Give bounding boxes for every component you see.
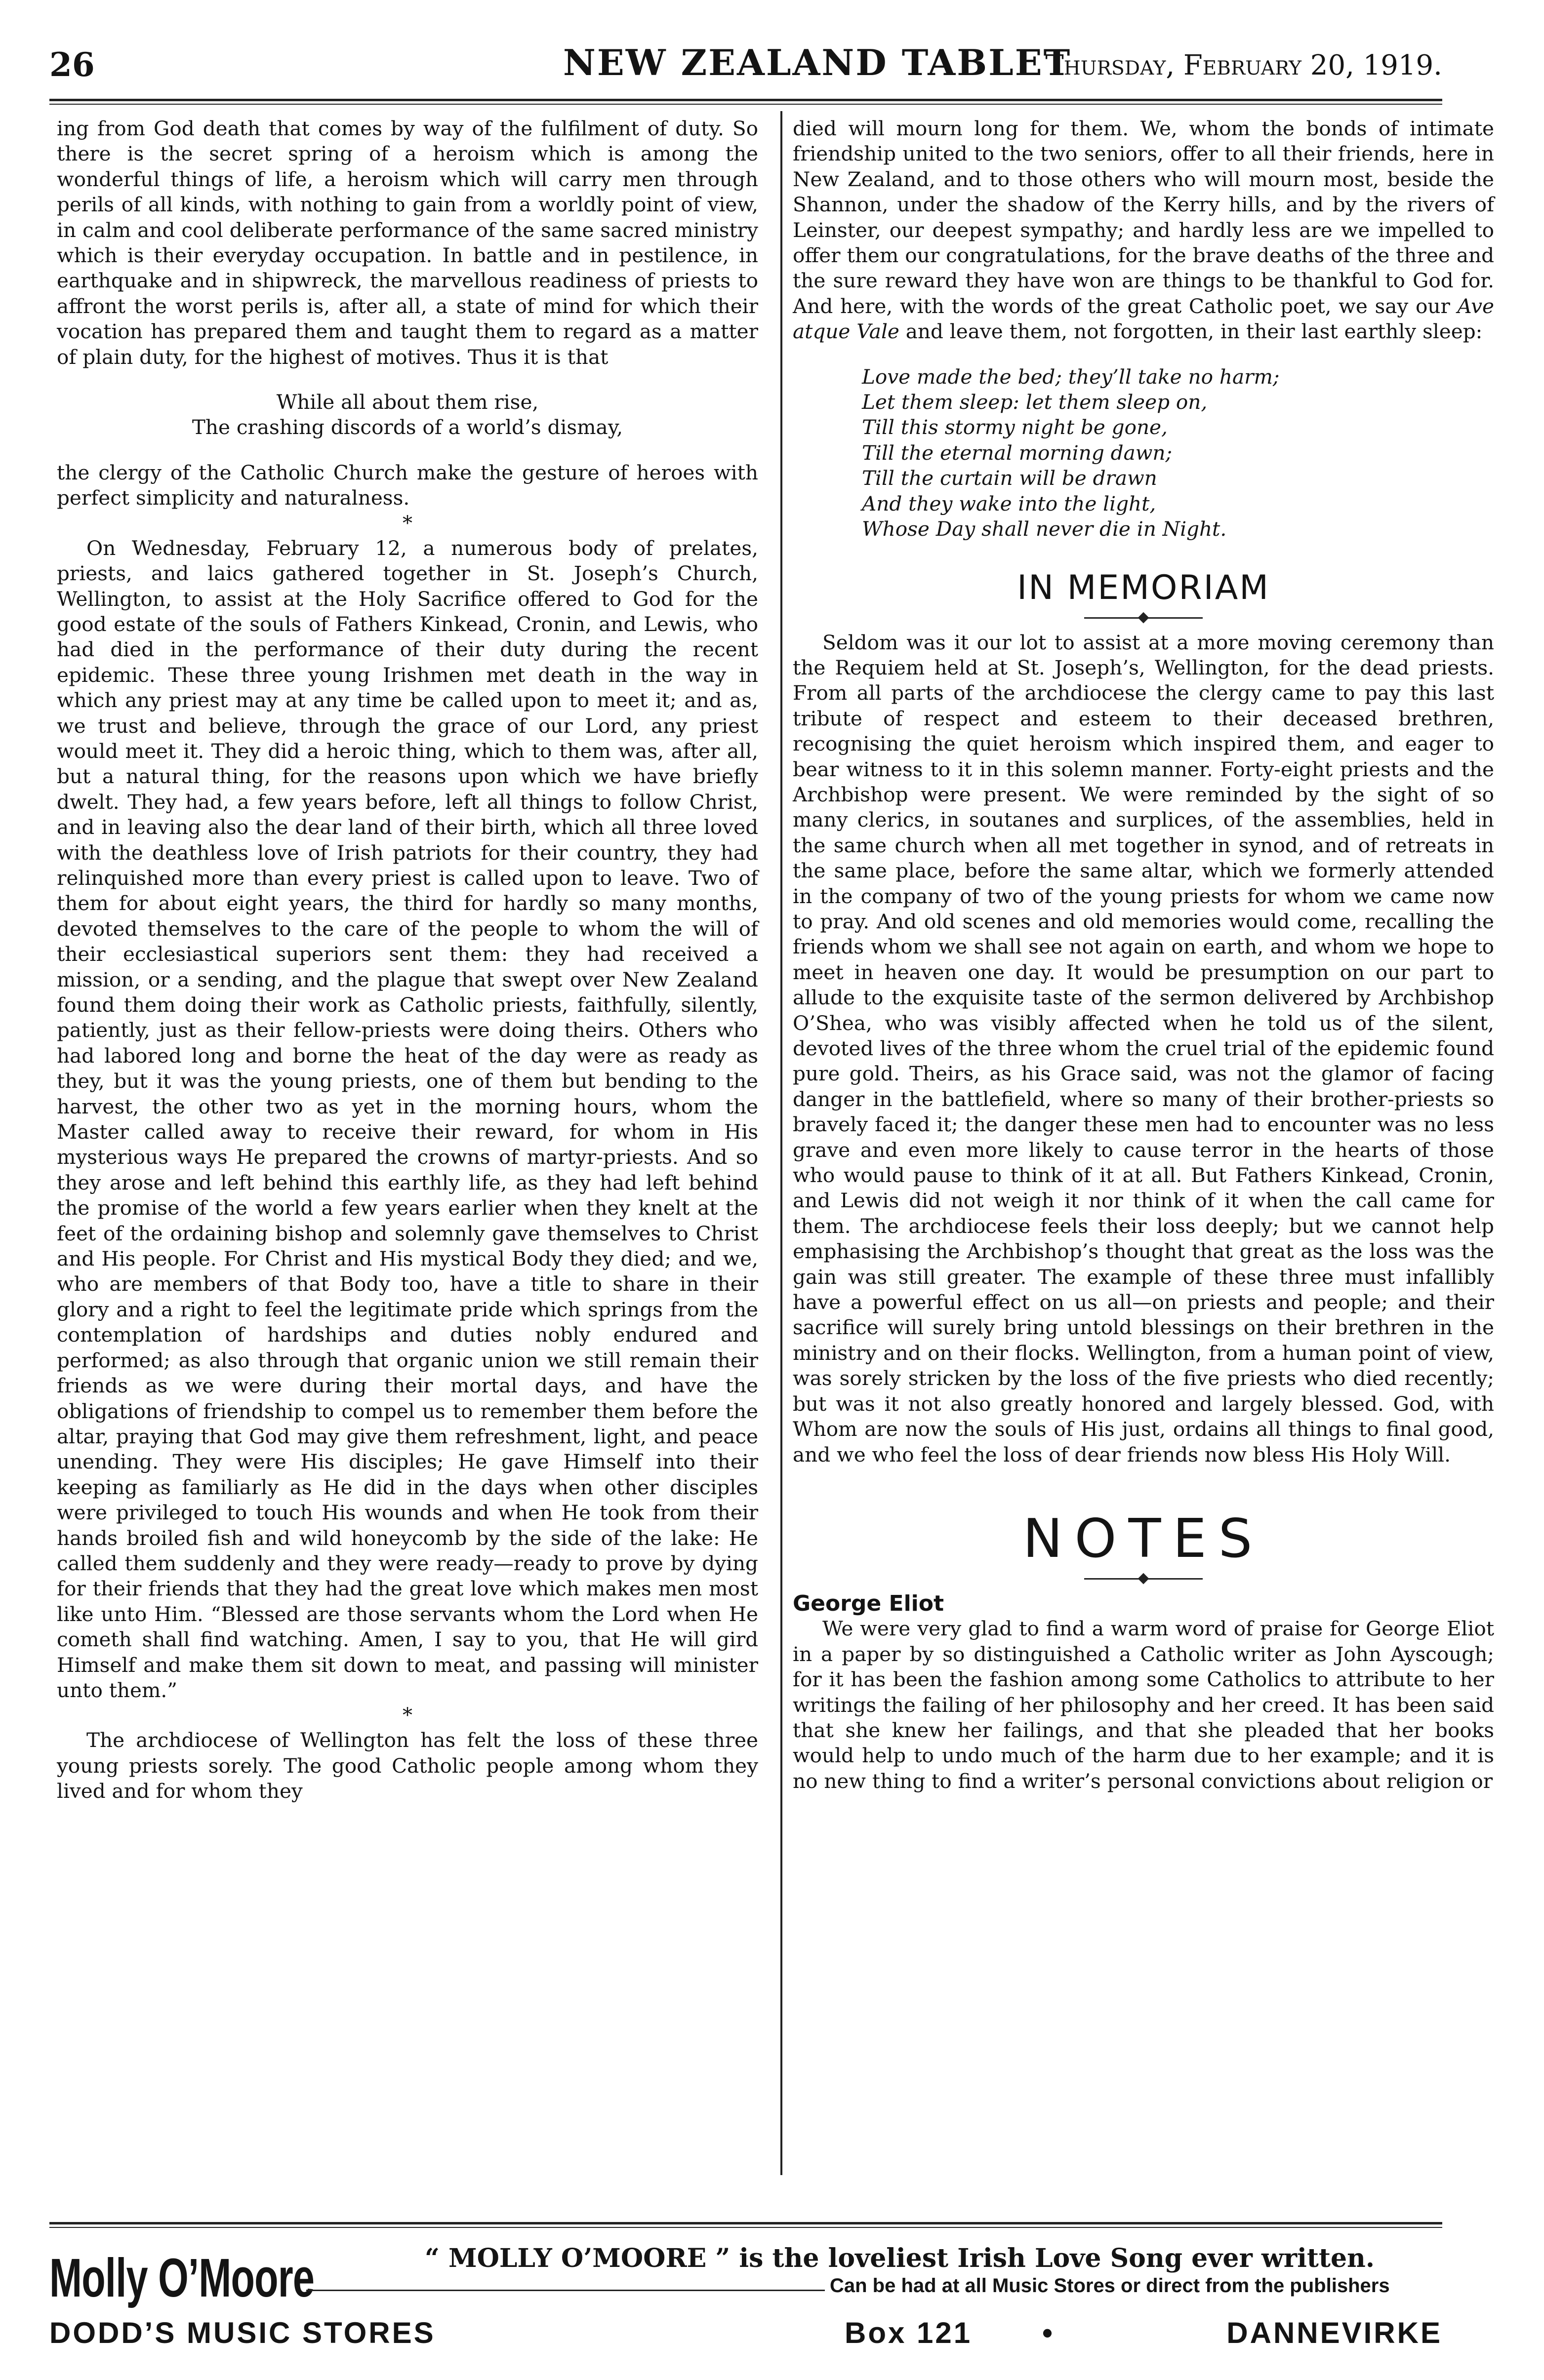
verse-line-1: While all about them rise,: [276, 390, 539, 414]
left-paragraph-2: the clergy of the Catholic Church make the gesture of heroes with perfect simplicity and naturalness.: [57, 460, 758, 510]
left-paragraph-1: ing from God death that comes by way of the fulfilment of duty. So there is the secret spring of a heroism which is among the wonderful things of life, a heroism which will carry men through perils of all kinds, with nothing to gain from a worldly point of view, in calm and cool deliberate performance of the same sacred ministry which is their everyday occupation. In battle and in pestilence, in earthquake and in shipwreck, the marvellous readiness of priests to affront the worst perils is, after all, a state of mind for which their vocation has prepared them and taught them to regard as a matter of plain duty, for the highest of motives. Thus it is that: [57, 117, 758, 369]
ad-box: Box 121: [845, 2316, 973, 2349]
poem: [793, 364, 1494, 542]
ad-underline: [306, 2290, 825, 2291]
advertisement: [49, 2234, 1442, 2368]
poem-line: Till the eternal morning dawn;: [862, 440, 1173, 465]
verse-line-2: The crashing discords of a world’s dismay,: [192, 415, 623, 439]
footer-rule-thin: [49, 2227, 1442, 2228]
ad-slogan: “ MOLLY O’MOORE ” is the loveliest Irish Love Song ever written.: [425, 2243, 1375, 2273]
section-star-1: *: [403, 512, 412, 535]
poem-line: Whose Day shall never die in Night.: [862, 517, 1227, 541]
notes-subheading: George Eliot: [793, 1590, 944, 1616]
notes-text: We were very glad to find a warm word of praise for George Eliot in a paper by so distinguished a Catholic writer as John Ayscough; for it has been the fashion among some Catholics to attribute to her writings the failing of her philosophy and her creed. It has been said that she knew her failings, and that she pleaded that her books would help to undo much of the harm due to her example; and it is no new thing to find a writer’s personal convictions about religion or: [793, 1617, 1494, 1793]
ad-store: DODD’S MUSIC STORES: [49, 2316, 436, 2349]
ave-vale: Ave atque Vale: [793, 294, 1495, 344]
ornament-divider: [1084, 1571, 1203, 1586]
ornament-divider: [1084, 610, 1203, 625]
left-column: [57, 116, 758, 1804]
section-star-2: *: [403, 1704, 412, 1727]
in-memoriam-text: Seldom was it our lot to assist at a more moving ceremony than the Requiem held at St. Joseph’s, Wellington, for the dead priests. From all parts of the archdiocese the clergy came to pay this last tribute of respect and esteem to their deceased brethren, recognising the quiet heroism which inspired them, and eager to bear witness to it in this solemn manner. Forty-eight priests and the Archbishop were present. We were reminded by the sight of so many clerics, in soutanes and surplices, of the assemblies, held in the same church when all met together in synod, and of retreats in the same place, before the same altar, which we formerly attended in the company of two of the young priests for whom we came now to pray. And old scenes and old memories would come, recalling the friends whom we shall see not again on earth, and whom we hope to meet in heaven one day. It would be presumption on our part to allude to the exquisite taste of the sermon delivered by Archbishop O’Shea, who was visibly affected when he told us of the silent, devoted lives of the three whom the cruel trial of the epidemic found pure gold. Theirs, as his Grace said, was not the glamor of facing danger in the battlefield, where so many of their brother-priests so bravely faced it; the danger these men had to encounter was no less grave and even more likely to cause terror in the hearts of those who would pause to think of it at all. But Fathers Kinkead, Cronin, and Lewis did not weigh it nor think of it when the call came for them. The archdiocese feels their loss deeply; but we cannot help emphasising the Archbishop’s thought that great as the loss was the gain was still greater. The example of these three must infallibly have a powerful effect on us all—on priests and people; and their sacrifice will surely bring untold blessings on their brethren in the ministry and on their flocks. Wellington, from a human point of view, was sorely stricken by the loss of the five priests who died recently; but was it not also greatly honored and largely blessed. God, with Whom are now the souls of His just, ordains all things to final good, and we who feel the loss of dear friends now bless His Holy Will.: [793, 630, 1494, 1467]
column-divider: [780, 111, 782, 2175]
ad-song-name: Molly O’Moore: [49, 2248, 315, 2308]
header-rule: [49, 99, 1442, 101]
notes-heading: NOTES: [1022, 1507, 1264, 1570]
left-paragraph-4: The archdiocese of Wellington has felt the loss of these three young priests sorely. The good Catholic people among whom they lived and for whom they: [57, 1728, 758, 1803]
poem-line: Till the curtain will be drawn: [862, 466, 1157, 490]
in-memoriam-heading: IN MEMORIAM: [1017, 568, 1270, 607]
page-number: 26: [49, 45, 95, 84]
issue-date: Thursday, February 20, 1919.: [1045, 49, 1442, 81]
publication-title: NEW ZEALAND TABLET: [563, 41, 1072, 83]
poem-line: Till this stormy night be gone,: [862, 415, 1168, 439]
poem-line: And they wake into the light,: [862, 491, 1156, 516]
footer-rule: [49, 2222, 1442, 2224]
right-column: [793, 116, 1494, 1794]
left-paragraph-3: On Wednesday, February 12, a numerous body of prelates, priests, and laics gathered together in St. Joseph’s Church, Wellington, to assist at the Holy Sacrifice offered to God for the good estate of the souls of Fathers Kinkead, Cronin, and Lewis, who had died in the performance of their duty during the recent epidemic. These three young Irishmen met death in the way in which any priest may at any time be called upon to meet it; and as, we trust and believe, through the grace of our Lord, any priest would meet it. They did a heroic thing, which to them was, after all, but a natural thing, for the reasons upon which we have briefly dwelt. They had, a few years before, left all things to follow Christ, and in leaving also the dear land of their birth, which all three loved with the deathless love of Irish patriots for their country, they had relinquished more than every priest is called upon to leave. Two of them for about eight years, the third for hardly so many months, devoted themselves to the care of the people to whom the will of their ecclesiastical superiors sent them: they had received a mission, or a sending, and the plague that swept over New Zealand found them doing their work as Catholic priests, faithfully, silently, patiently, just as their fellow-priests were doing theirs. Others who had labored long and borne the heat of the day were as ready as they, but it was the young priests, one of them but bending to the harvest, the other two as yet in the morning hours, whom the Master called away to receive their reward, for whom in His mysterious ways He prepared the crowns of martyr-priests. And so they arose and left behind this earthly life, as they had left behind the promise of the world a few years earlier when they knelt at the feet of the ordaining bishop and solemnly gave themselves to Christ and His people. For Christ and His mystical Body they died; and we, who are members of that Body too, have a title to share in their glory and a right to feel the legitimate pride which springs from the contemplation of hardships and duties nobly endured and performed; as also through that organic union we still remain their friends as we were during their mortal days, and have the obligations of friendship to compel us to remember them before the altar, praying that God may give them refreshment, light, and peace unending. They were His disciples; He gave Himself into their keeping as familiarly as He did in the days when other disciples were privileged to touch His wounds and when He took from their hands broiled fish and wild honeycomb by the side of the lake: He called them suddenly and they were ready—ready to prove by dying for their friends that they had the great love which makes men most like unto Him. “Blessed are those servants whom the Lord when He cometh shall find watching. Amen, I say to you, that He will gird Himself and make them sit down to meat, and passing will minister unto them.”: [57, 536, 758, 1702]
poem-line: Let them sleep: let them sleep on,: [862, 390, 1208, 414]
right-paragraph-1-text: died will mourn long for them. We, whom the bonds of intimate friendship united to the two seniors, offer to all their friends, here in New Zealand, and to those others who will mourn most, beside the Shannon, under the shadow of the Kerry hills, and by the rivers of Leinster, our deepest sympathy; and hardly less are we impelled to offer them our congratulations, for the brave deaths of the three and the sure reward they have won are things to be thankful to God for. And here, with the words of the great Catholic poet, we say our: [793, 117, 1494, 318]
page-header: [49, 35, 1442, 94]
poem-line: Love made the bed; they’ll take no harm;: [862, 364, 1280, 389]
right-paragraph-1-end: and leave them, not forgotten, in their last earthly sleep:: [905, 319, 1483, 344]
ad-separator: •: [1042, 2316, 1055, 2349]
ad-town: DANNEVIRKE: [1226, 2316, 1442, 2349]
right-paragraph-1: [793, 116, 1494, 345]
header-rule-thin: [49, 104, 1442, 105]
ad-availability: Can be had at all Music Stores or direct from the publishers: [830, 2275, 1390, 2297]
